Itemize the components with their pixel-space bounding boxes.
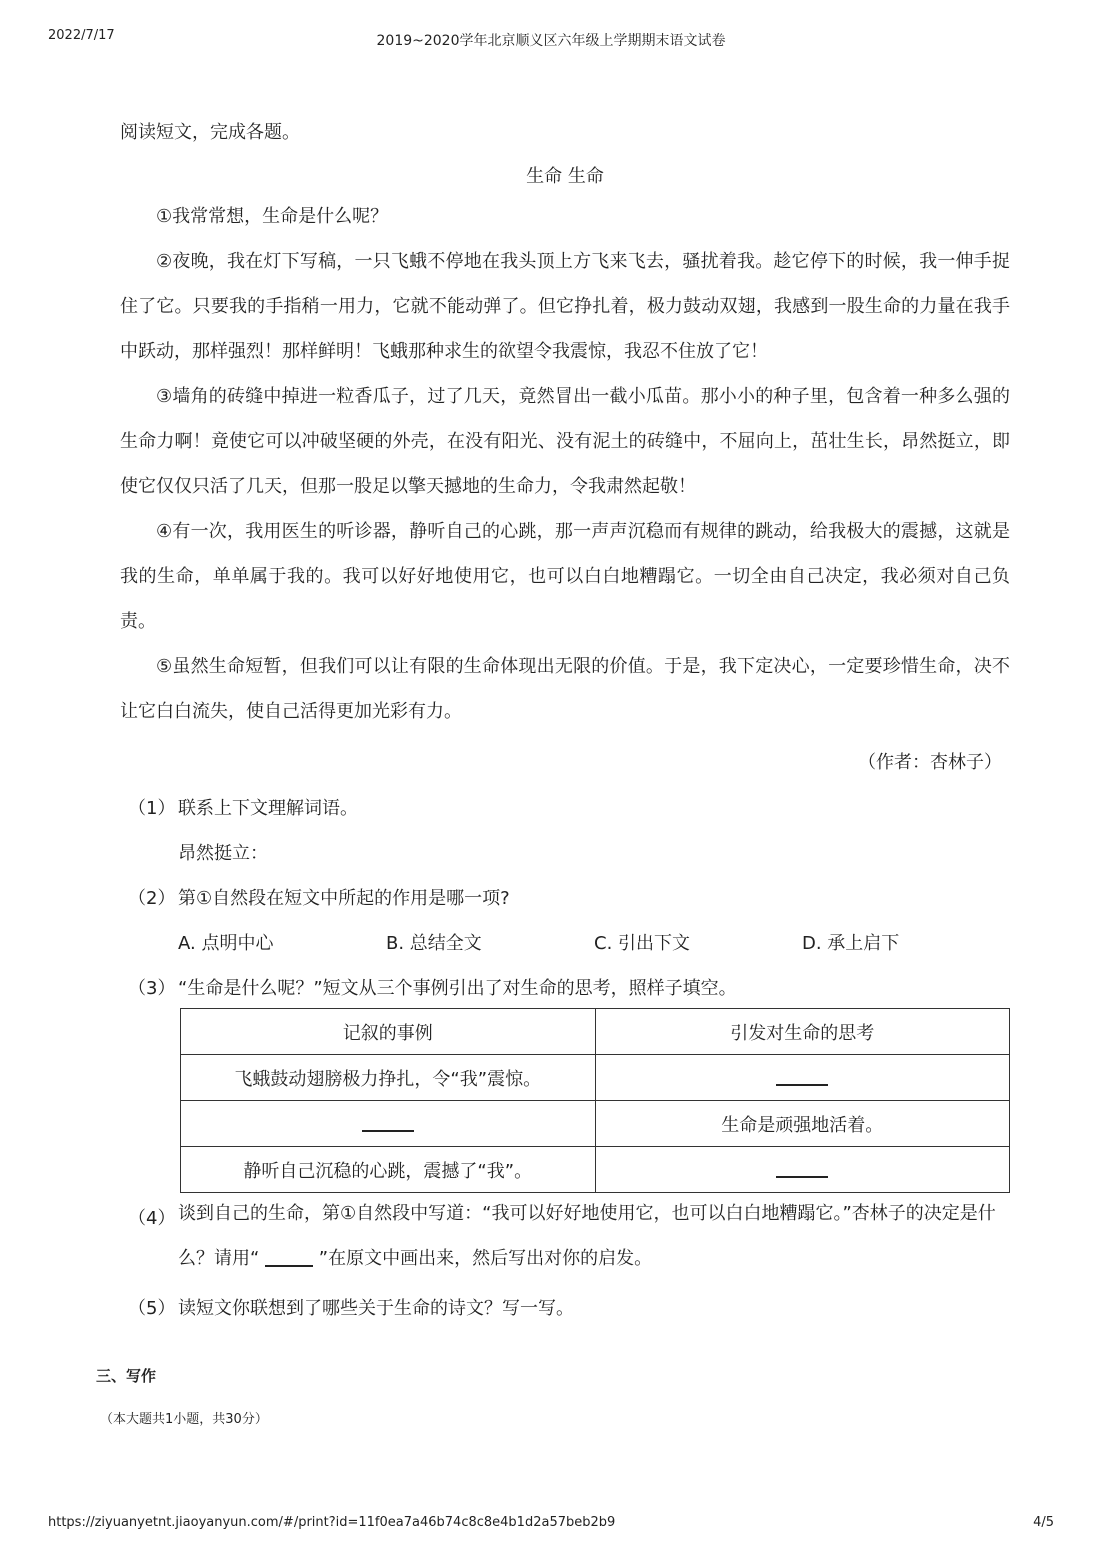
underline-sample: [265, 1251, 313, 1267]
table-row: [181, 1055, 1010, 1101]
footer-url: https://ziyuanyetnt.jiaoyanyun.com/#/print?id=11f0ea7a46b74c8c8e4b1d2a57beb2b9: [48, 1515, 616, 1530]
question-number: （2）: [128, 888, 176, 909]
table-cell: 飞蛾鼓动翅膀极力挣扎，令“我”震惊。: [181, 1055, 596, 1101]
passage-title: 生命 生命: [526, 166, 604, 187]
question-text-part: 谈到自己的生命，第①自然段中写道：“我可以好好地使用它，也可以白白地糟蹋它。”杏林子的决定是什么？请用“: [178, 1203, 996, 1269]
table-cell[interactable]: [595, 1055, 1010, 1101]
question-text-part: ”在原文中画出来，然后写出对你的启发。: [313, 1248, 653, 1269]
question-text: 读短文你联想到了哪些关于生命的诗文？写一写。: [178, 1298, 574, 1319]
paragraph-3: ③墙角的砖缝中掉进一粒香瓜子，过了几天，竟然冒出一截小瓜苗。那小小的种子里，包含着一种多么强的生命力啊！竟使它可以冲破坚硬的外壳，在没有阳光、没有泥土的砖缝中，不屈向上，茁壮生长，昂然挺立，即使它仅仅只活了几天，但那一股足以擎天撼地的生命力，令我肃然起敬！: [120, 386, 1010, 497]
question-text: “生命是什么呢？”短文从三个事例引出了对生命的思考，照样子填空。: [178, 978, 737, 999]
paragraph-1: ①我常常想，生命是什么呢？: [156, 206, 389, 227]
paragraph-4: ④有一次，我用医生的听诊器，静听自己的心跳，那一声声沉稳而有规律的跳动，给我极大的震撼，这就是我的生命，单单属于我的。我可以好好地使用它，也可以白白地糟蹋它。一切全由自己决定，我必须对自己负责。: [120, 521, 1010, 632]
question-number: （1）: [128, 798, 176, 819]
section-title: 三、写作: [96, 1367, 157, 1385]
question-text: 第①自然段在短文中所起的作用是哪一项?: [178, 888, 510, 909]
answer-blank[interactable]: [776, 1162, 828, 1178]
table-row: [181, 1101, 1010, 1147]
question-number: （3）: [128, 978, 176, 999]
table-header-row: [181, 1009, 1010, 1055]
page-number: 4/5: [1033, 1515, 1054, 1530]
paragraph-2: ②夜晚，我在灯下写稿，一只飞蛾不停地在我头顶上方飞来飞去，骚扰着我。趁它停下的时候，我一伸手捉住了它。只要我的手指稍一用力，它就不能动弹了。但它挣扎着，极力鼓动双翅，我感到一股生命的力量在我手中跃动，那样强烈！那样鲜明！飞蛾那种求生的欲望令我震惊，我忍不住放了它！: [120, 251, 1010, 362]
table-cell[interactable]: [181, 1101, 596, 1147]
table-row: [181, 1147, 1010, 1193]
table-cell: 生命是顽强地活着。: [595, 1101, 1010, 1147]
paragraph-5: ⑤虽然生命短暂，但我们可以让有限的生命体现出无限的价值。于是，我下定决心，一定要珍惜生命，决不让它白白流失，使自己活得更加光彩有力。: [120, 656, 1010, 722]
question-text: [178, 1191, 1010, 1281]
option-d[interactable]: D. 承上启下: [802, 933, 900, 954]
header-date: 2022/7/17: [48, 28, 115, 43]
table-header: 引发对生命的思考: [595, 1009, 1010, 1055]
fill-in-table: [180, 1008, 1010, 1193]
table-cell: 静听自己沉稳的心跳，震撼了“我”。: [181, 1147, 596, 1193]
instruction: 阅读短文，完成各题。: [120, 122, 300, 143]
header-title: 2019~2020学年北京顺义区六年级上学期期末语文试卷: [376, 33, 726, 49]
answer-blank[interactable]: [362, 1116, 414, 1132]
option-a[interactable]: A. 点明中心: [178, 933, 274, 954]
table-header: 记叙的事例: [181, 1009, 596, 1055]
question-text: 联系上下文理解词语。: [178, 798, 358, 819]
question-number: （5）: [128, 1298, 176, 1319]
table-cell[interactable]: [595, 1147, 1010, 1193]
section-note: （本大题共1小题，共30分）: [100, 1412, 268, 1427]
option-c[interactable]: C. 引出下文: [594, 933, 691, 954]
answer-blank[interactable]: [776, 1070, 828, 1086]
option-b[interactable]: B. 总结全文: [386, 933, 482, 954]
author: （作者：杏林子）: [858, 752, 1002, 773]
question-number: （4）: [128, 1208, 176, 1229]
term-prompt: 昂然挺立：: [178, 843, 268, 864]
